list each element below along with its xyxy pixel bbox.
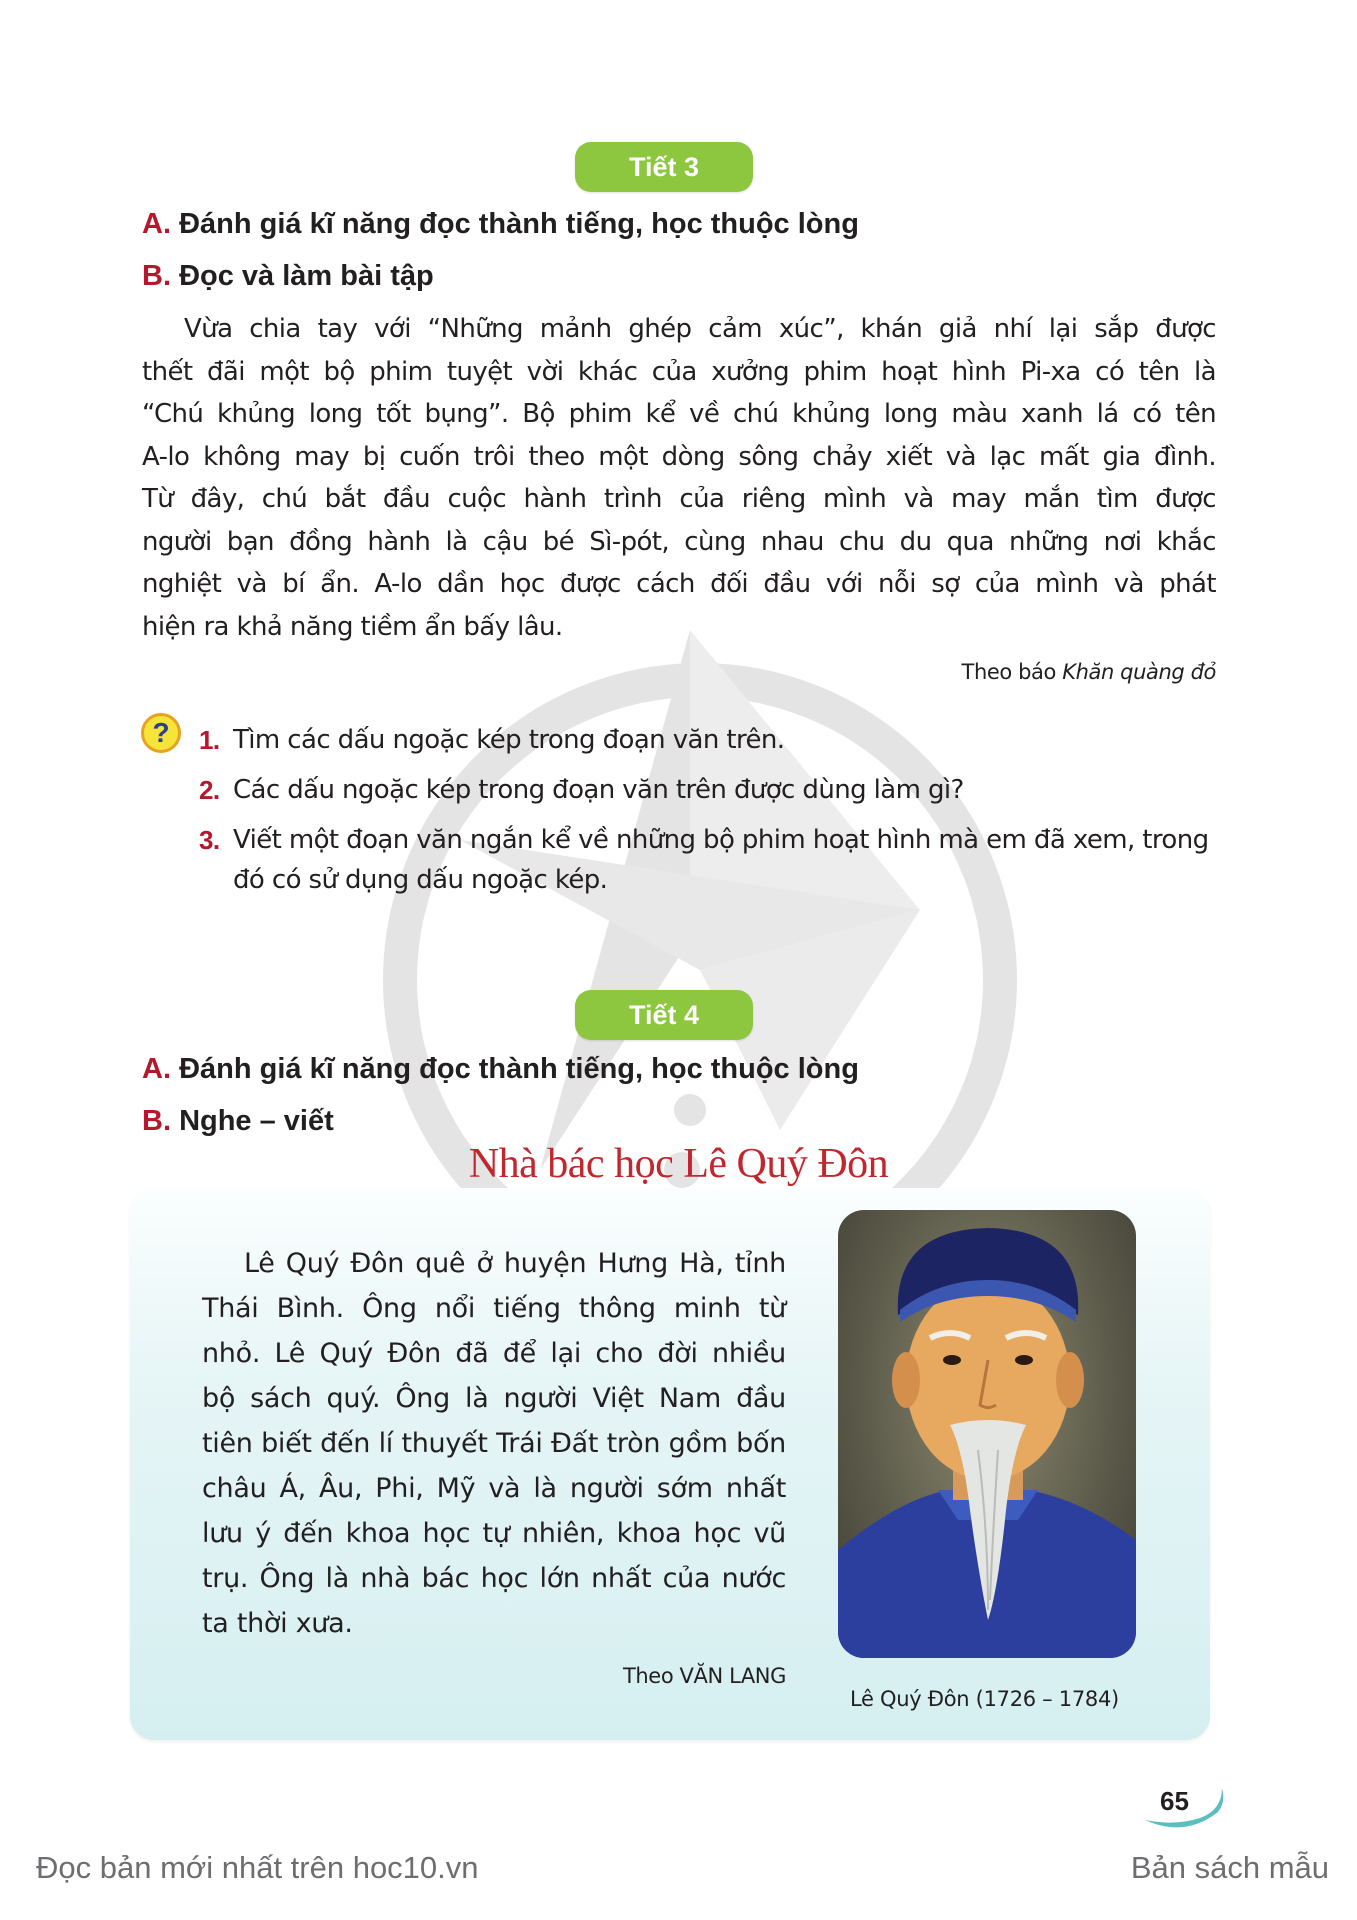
dictation-line: tiên biết đến lí thuyết Trái Đất tròn gồm bốn	[202, 1428, 786, 1459]
lesson-badge-label: Tiết 4	[628, 999, 700, 1030]
question-number: 2.	[199, 775, 220, 805]
passage-line: Từ đây, chú bắt đầu cuộc hành trình của riêng mình và may mắn tìm được	[142, 484, 1216, 514]
section-letter: B.	[142, 260, 171, 292]
section-heading-text: Đánh giá kĩ năng đọc thành tiếng, học thuộc lòng	[179, 208, 859, 240]
lesson-badge-tiet-3	[575, 142, 753, 192]
section-heading-a	[142, 1053, 859, 1086]
question-text: Các dấu ngoặc kép trong đoạn văn trên được dùng làm gì?	[233, 775, 964, 805]
section-heading-text: Đọc và làm bài tập	[179, 260, 434, 292]
question-item	[199, 820, 1233, 900]
question-item	[199, 720, 1233, 760]
section-heading-b	[142, 1105, 334, 1138]
question-number: 1.	[199, 725, 220, 755]
dictation-passage	[202, 1241, 786, 1646]
dictation-title: Nhà bác học Lê Quý Đôn	[468, 1141, 889, 1187]
passage-line: “Chú khủng long tốt bụng”. Bộ phim kể về chú khủng long màu xanh lá có tên	[142, 399, 1216, 429]
portrait-caption: Lê Quý Đôn (1726 – 1784)	[850, 1687, 1119, 1711]
question-mark-icon: ?	[141, 713, 181, 753]
portrait-illustration-icon	[838, 1210, 1136, 1658]
lesson-badge-label: Tiết 3	[628, 151, 700, 182]
reading-passage	[142, 308, 1216, 648]
dictation-line: châu Á, Âu, Phi, Mỹ và là người sớm nhất	[202, 1473, 786, 1504]
dictation-line: nhỏ. Lê Quý Đôn đã để lại cho đời nhiều	[202, 1338, 786, 1369]
passage-line: người bạn đồng hành là cậu bé Sì-pót, cùng nhau chu du qua những nơi khắc	[142, 526, 1216, 557]
question-item	[199, 770, 1233, 810]
footer-right-label: Bản sách mẫu	[1130, 1850, 1329, 1885]
passage-line: A-lo không may bị cuốn trôi theo một dòng sông chảy xiết và lạc mất gia đình.	[142, 441, 1216, 472]
footer-left-link[interactable]: Đọc bản mới nhất trên hoc10.vn	[36, 1850, 479, 1885]
source-publication: Khăn quàng đỏ	[1062, 660, 1216, 684]
passage-line: hiện ra khả năng tiềm ẩn bấy lâu.	[142, 611, 563, 642]
question-list	[199, 720, 1233, 910]
lesson-badge-tiet-4	[575, 990, 753, 1040]
passage-source	[962, 660, 1216, 684]
dictation-line: ta thời xưa.	[202, 1608, 353, 1639]
section-letter: B.	[142, 1105, 171, 1137]
section-heading-b	[142, 260, 434, 293]
section-heading-text: Đánh giá kĩ năng đọc thành tiếng, học thuộc lòng	[179, 1053, 859, 1085]
page-number-text: 65	[1160, 1786, 1189, 1816]
section-heading-text: Nghe – viết	[179, 1105, 334, 1137]
section-letter: A.	[142, 208, 171, 240]
passage-line: thết đãi một bộ phim tuyệt vời khác của xưởng phim hoạt hình Pi-xa có tên là	[142, 356, 1216, 387]
section-heading-a	[142, 208, 859, 241]
portrait-image	[838, 1210, 1136, 1658]
dictation-line: Lê Quý Đôn quê ở huyện Hưng Hà, tỉnh	[244, 1248, 786, 1279]
dictation-line: trụ. Ông là nhà bác học lớn nhất của nước	[202, 1563, 786, 1594]
passage-line: nghiệt và bí ẩn. A-lo dần học được cách đối đầu với nỗi sợ của mình và phát	[142, 569, 1216, 599]
dictation-line: bộ sách quý. Ông là người Việt Nam đầu	[202, 1383, 786, 1414]
question-number: 3.	[199, 825, 220, 855]
passage-line: Vừa chia tay với “Những mảnh ghép cảm xúc”, khán giả nhí lại sắp được	[184, 314, 1216, 344]
dictation-source: Theo VĂN LANG	[622, 1664, 786, 1688]
question-text: Viết một đoạn văn ngắn kể về những bộ phim hoạt hình mà em đã xem, trong đó có sử dụng dấu ngoặc kép.	[233, 825, 1209, 895]
question-text: Tìm các dấu ngoặc kép trong đoạn văn trên.	[233, 725, 785, 755]
source-prefix: Theo báo	[961, 660, 1063, 684]
dictation-line: lưu ý đến khoa học tự nhiên, khoa học vũ	[202, 1518, 786, 1549]
dictation-line: Thái Bình. Ông nổi tiếng thông minh từ	[202, 1293, 786, 1324]
page-number	[1140, 1782, 1230, 1832]
section-letter: A.	[142, 1053, 171, 1085]
